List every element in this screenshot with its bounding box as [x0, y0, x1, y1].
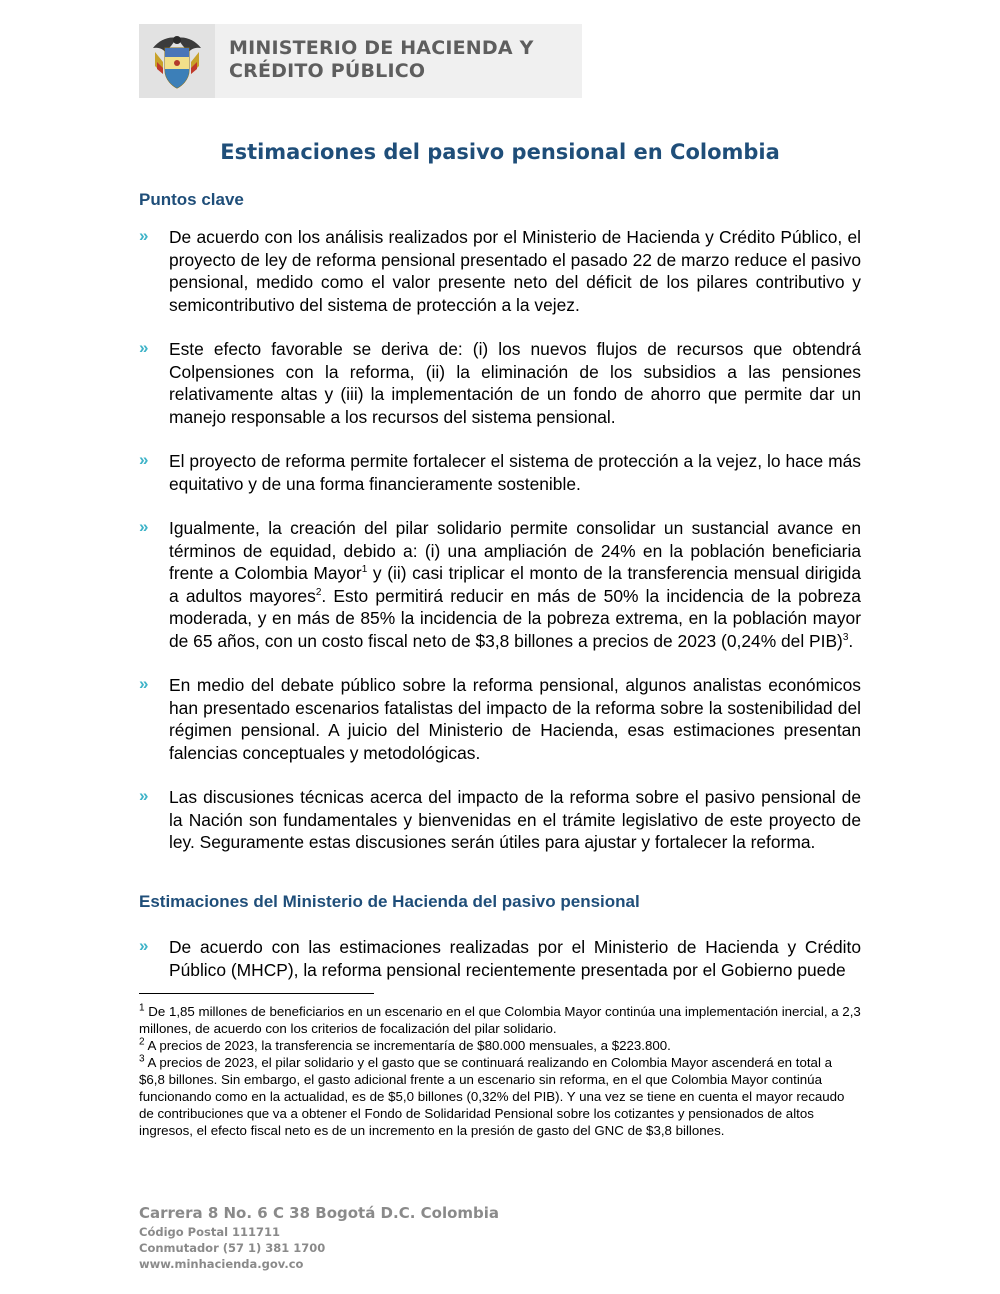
- footnote-text: De 1,85 millones de beneficiarios en un escenario en el que Colombia Mayor continúa una implementación inercial, a 2,3 millones, de acuerdo con los criterios de focalización del pilar solidario.: [139, 1004, 861, 1036]
- footnote-divider: [139, 993, 374, 994]
- bullet-text: Las discusiones técnicas acerca del impacto de la reforma sobre el pasivo pensional de la Nación son fundamentales y bienvenidas en el trámite legislativo de este proyecto de ley. Seguramente estas discusiones serán útiles para ajustar y fortalecer la reforma.: [169, 787, 861, 852]
- footnotes: [139, 1003, 861, 1139]
- bullet-text: [169, 517, 861, 652]
- footnote-text: A precios de 2023, la transferencia se incrementaría de $80.000 mensuales, a $223.800.: [144, 1038, 671, 1053]
- footnote-ref[interactable]: 1: [361, 564, 368, 576]
- bullet-text-part: . Esto permitirá reducir en más de 50% la incidencia de la pobreza moderada, y en más de 85% la incidencia de la pobreza extrema, en la población mayor de 65 años, con un costo fiscal neto de $3,8 billones a precios de 2023 (0,24% del PIB): [169, 585, 861, 651]
- footer-address: Carrera 8 No. 6 C 38 Bogotá D.C. Colombia: [139, 1204, 500, 1222]
- ministry-name-line2: CRÉDITO PÚBLICO: [229, 60, 426, 82]
- bullet-icon: »: [139, 936, 149, 955]
- ministry-header: [139, 24, 582, 98]
- bullet-text-part: .: [848, 630, 854, 651]
- footnote-number: 2: [139, 1036, 145, 1048]
- estimations-list: [139, 936, 861, 981]
- bullet-text: De acuerdo con los análisis realizados por el Ministerio de Hacienda y Crédito Público, el proyecto de ley de reforma pensional presentado el pasado 22 de marzo reduce el pasivo pensional, medido como el valor presente neto del déficit de los pilares contributivo y semicontributivo del sistema de protección a la vejez.: [169, 227, 861, 315]
- bullet-text: De acuerdo con las estimaciones realizadas por el Ministerio de Hacienda y Crédito Público (MHCP), la reforma pensional recientemente presentada por el Gobierno puede: [169, 937, 861, 980]
- list-item: [139, 226, 861, 316]
- colombia-coat-of-arms-icon: [151, 32, 203, 90]
- footer-website-link[interactable]: www.minhacienda.gov.co: [139, 1257, 304, 1271]
- footnote-text: A precios de 2023, el pilar solidario y el gasto que se continuará realizando en Colombia Mayor ascenderá en total a $6,8 billones. Sin embargo, el gasto adicional frente a un escenario sin reforma, en el que Colombia Mayor continúa funcionando como en la actualidad, es de $5,0 billones (0,32% del PIB). Y una vez se tiene en cuenta el mayor recaudo de contribuciones que va a obtener el Fondo de Solidaridad Pensional sobre los cotizantes y pensionados de altos ingresos, el efecto fiscal neto es de un incremento en la presión de gasto del GNC de $3,8 billones.: [139, 1055, 845, 1138]
- footnote-ref[interactable]: 3: [842, 631, 849, 643]
- footer-phone: Conmutador (57 1) 381 1700: [139, 1241, 326, 1255]
- bullet-icon: »: [139, 338, 149, 357]
- footnote-ref[interactable]: 2: [315, 586, 322, 598]
- ministry-name-line1: MINISTERIO DE HACIENDA Y: [229, 37, 534, 59]
- bullet-text-part: y (ii) casi triplicar el monto de la transferencia mensual dirigida a adultos mayores: [169, 563, 861, 606]
- page-footer: [139, 1203, 499, 1272]
- footer-postal-code: Código Postal 111711: [139, 1225, 281, 1239]
- bullet-icon: »: [139, 450, 149, 469]
- list-item: [139, 786, 861, 854]
- bullet-text: Este efecto favorable se deriva de: (i) los nuevos flujos de recursos que obtendrá Colpensiones con la reforma, (ii) la eliminación de los subsidios a las pensiones relativamente altas y (iii) la implementación de un fondo de ahorro que permite dar un manejo responsable a los recursos del sistema pensional.: [169, 339, 861, 427]
- estimations-heading: Estimaciones del Ministerio de Hacienda del pasivo pensional: [139, 892, 640, 911]
- footnote-1: [139, 1003, 861, 1037]
- list-item: [139, 517, 861, 652]
- bullet-icon: »: [139, 226, 149, 245]
- key-points-list: [139, 226, 861, 854]
- list-item: [139, 338, 861, 428]
- footnote-number: 3: [139, 1053, 145, 1065]
- ministry-name: [229, 37, 574, 83]
- list-item: [139, 936, 861, 981]
- bullet-text-part: Igualmente, la creación del pilar solidario permite consolidar un sustancial avance en términos de equidad, debido a: (i) una ampliación de 24% en la población beneficiaria frente a Colombia Mayor: [169, 518, 861, 583]
- footnote-number: 1: [139, 1002, 145, 1014]
- key-points-heading: Puntos clave: [139, 190, 244, 209]
- footnote-2: [139, 1037, 861, 1054]
- bullet-text: El proyecto de reforma permite fortalecer el sistema de protección a la vejez, lo hace más equitativo y de una forma financieramente sostenible.: [169, 451, 861, 494]
- bullet-icon: »: [139, 674, 149, 693]
- logo-area: [139, 24, 215, 98]
- list-item: [139, 674, 861, 764]
- document-title: Estimaciones del pasivo pensional en Colombia: [220, 140, 780, 164]
- bullet-text: En medio del debate público sobre la reforma pensional, algunos analistas económicos han presentado escenarios fatalistas del impacto de la reforma sobre la sostenibilidad del régimen pensional. A juicio del Ministerio de Hacienda, esas estimaciones presentan falencias conceptuales y metodológicas.: [169, 675, 861, 763]
- footnote-3: [139, 1054, 861, 1139]
- bullet-icon: »: [139, 517, 149, 536]
- bullet-icon: »: [139, 786, 149, 805]
- list-item: [139, 450, 861, 495]
